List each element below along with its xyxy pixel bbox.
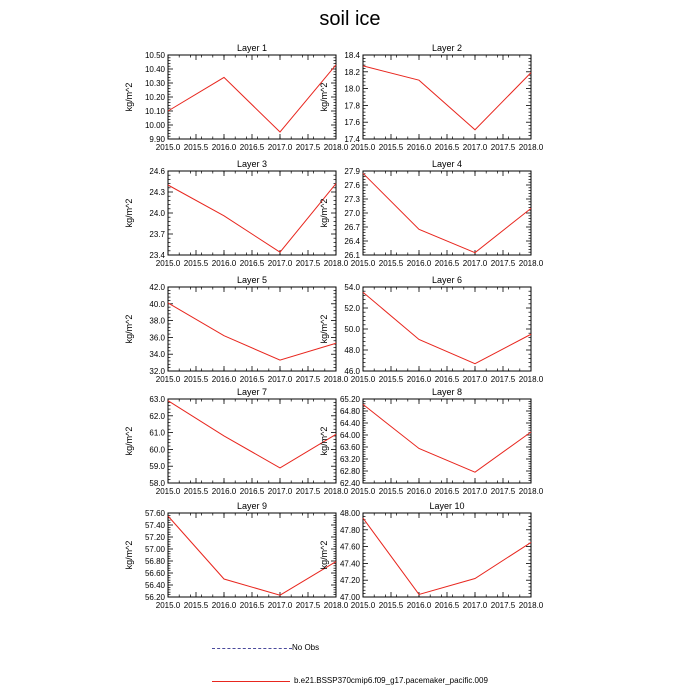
series-line [363, 66, 531, 130]
x-tick-label: 2015.5 [183, 259, 209, 268]
panel-2 [319, 43, 544, 152]
x-tick-label: 2016.5 [434, 143, 460, 152]
x-tick-label: 2018.0 [518, 601, 544, 610]
y-tick-label: 47.00 [339, 593, 360, 602]
y-tick-label: 10.50 [144, 51, 165, 60]
y-tick-label: 57.00 [144, 545, 165, 554]
x-tick-label: 2016.0 [211, 487, 237, 496]
x-tick-label: 2017.0 [267, 601, 293, 610]
panel-title: Layer 2 [431, 43, 463, 53]
panel-title: Layer 1 [236, 43, 268, 53]
series-line [363, 292, 531, 363]
plot-frame [168, 55, 336, 139]
panel-1 [124, 43, 349, 152]
y-tick-label: 63.60 [339, 443, 360, 452]
data-point [474, 252, 475, 253]
x-tick-label: 2015.0 [350, 259, 376, 268]
panel-5 [124, 275, 349, 384]
x-tick-label: 2015.5 [183, 601, 209, 610]
x-tick-label: 2017.5 [490, 601, 516, 610]
data-point [167, 184, 168, 185]
panel-9 [124, 501, 349, 610]
x-tick-label: 2015.0 [155, 259, 181, 268]
x-tick-label: 2017.5 [490, 259, 516, 268]
y-tick-label: 24.3 [149, 188, 165, 197]
panel-title: Layer 9 [236, 501, 268, 511]
legend-obs-swatch [212, 648, 292, 649]
y-tick-label: 38.0 [149, 316, 165, 326]
y-axis-label: kg/m^2 [124, 82, 134, 112]
legend-model-swatch [212, 681, 290, 682]
data-point [474, 363, 475, 364]
y-tick-label: 58.0 [149, 479, 165, 488]
y-tick-label: 27.3 [344, 195, 360, 204]
data-point [223, 435, 224, 436]
data-point [474, 129, 475, 130]
x-tick-label: 2017.0 [267, 259, 293, 268]
y-axis-label: kg/m^2 [124, 198, 134, 228]
y-tick-label: 10.40 [144, 65, 165, 74]
x-tick-label: 2017.5 [295, 375, 321, 384]
x-tick-label: 2017.5 [295, 143, 321, 152]
x-tick-label: 2017.0 [462, 259, 488, 268]
y-axis-label: kg/m^2 [124, 540, 134, 570]
y-tick-label: 18.4 [344, 51, 360, 60]
y-tick-label: 26.7 [344, 223, 360, 232]
plot-frame [363, 55, 531, 139]
y-tick-label: 62.0 [149, 411, 165, 421]
data-point [335, 64, 336, 65]
y-tick-label: 40.0 [149, 299, 165, 309]
figure-title: soil ice [319, 8, 381, 30]
x-tick-label: 2015.0 [350, 375, 376, 384]
y-tick-label: 27.9 [344, 167, 360, 176]
x-tick-label: 2018.0 [518, 487, 544, 496]
data-point [474, 472, 475, 473]
data-point [530, 208, 531, 209]
x-tick-label: 2015.5 [183, 375, 209, 384]
y-tick-label: 61.0 [149, 428, 165, 438]
data-point [223, 215, 224, 216]
y-tick-label: 10.10 [144, 107, 165, 116]
panel-6 [319, 275, 544, 384]
data-point [335, 561, 336, 562]
data-point [279, 131, 280, 132]
x-tick-label: 2016.5 [239, 143, 265, 152]
series-line [363, 518, 531, 594]
data-point [418, 339, 419, 340]
y-tick-label: 42.0 [149, 283, 165, 292]
data-point [335, 343, 336, 344]
x-tick-label: 2017.0 [267, 487, 293, 496]
y-axis-label: kg/m^2 [319, 198, 329, 228]
y-tick-label: 34.0 [149, 350, 165, 360]
x-tick-label: 2016.0 [211, 143, 237, 152]
y-tick-label: 54.0 [344, 283, 360, 292]
y-tick-label: 63.0 [149, 395, 165, 404]
x-tick-label: 2015.5 [183, 143, 209, 152]
y-tick-label: 60.0 [149, 445, 165, 455]
panel-title: Layer 3 [236, 159, 268, 169]
panel-3 [124, 159, 349, 268]
y-tick-label: 46.0 [344, 367, 360, 376]
data-point [530, 334, 531, 335]
y-tick-label: 24.0 [149, 209, 165, 218]
data-point [530, 431, 531, 432]
data-point [167, 400, 168, 401]
y-tick-label: 63.20 [339, 455, 360, 464]
plot-frame [363, 513, 531, 597]
x-tick-label: 2015.5 [378, 259, 404, 268]
legend-model [212, 675, 512, 689]
panel-title: Layer 4 [431, 159, 463, 169]
y-tick-label: 56.40 [144, 581, 165, 590]
panel-4 [319, 159, 544, 268]
data-point [223, 578, 224, 579]
y-tick-label: 17.4 [344, 135, 360, 144]
x-tick-label: 2016.5 [239, 259, 265, 268]
y-tick-label: 47.20 [339, 576, 360, 586]
x-tick-label: 2015.0 [350, 143, 376, 152]
series-line [168, 516, 336, 595]
plot-frame [363, 287, 531, 371]
x-tick-label: 2017.5 [295, 601, 321, 610]
y-tick-label: 64.40 [339, 419, 360, 428]
x-tick-label: 2015.5 [378, 487, 404, 496]
data-point [223, 335, 224, 336]
y-tick-label: 57.60 [144, 509, 165, 518]
x-tick-label: 2017.0 [462, 375, 488, 384]
data-point [335, 434, 336, 435]
panel-8 [319, 387, 544, 496]
y-axis-label: kg/m^2 [319, 426, 329, 456]
y-tick-label: 56.60 [144, 569, 165, 578]
data-point [223, 77, 224, 78]
x-tick-label: 2016.5 [434, 487, 460, 496]
y-tick-label: 62.80 [339, 467, 360, 476]
y-tick-label: 23.7 [149, 230, 165, 239]
legend-model-label: b.e21.BSSP370cmip6.f09_g17.pacemaker_pacific.009 [294, 676, 488, 685]
x-tick-label: 2016.5 [434, 259, 460, 268]
x-tick-label: 2015.0 [155, 601, 181, 610]
x-tick-label: 2016.5 [239, 601, 265, 610]
x-tick-label: 2015.0 [350, 601, 376, 610]
x-tick-label: 2015.0 [155, 375, 181, 384]
y-tick-label: 36.0 [149, 333, 165, 343]
panel-title: Layer 7 [236, 387, 268, 397]
y-tick-label: 47.60 [339, 542, 360, 552]
y-tick-label: 47.40 [339, 559, 360, 569]
x-tick-label: 2018.0 [323, 487, 349, 496]
x-tick-label: 2017.5 [295, 259, 321, 268]
data-point [362, 173, 363, 174]
x-tick-label: 2018.0 [518, 143, 544, 152]
y-tick-label: 59.0 [149, 462, 165, 472]
data-point [167, 515, 168, 516]
data-point [362, 404, 363, 405]
x-tick-label: 2018.0 [323, 259, 349, 268]
x-tick-label: 2015.5 [378, 143, 404, 152]
plot-frame [168, 287, 336, 371]
x-tick-label: 2017.0 [462, 601, 488, 610]
y-tick-label: 18.2 [344, 67, 360, 77]
x-tick-label: 2016.0 [406, 375, 432, 384]
x-tick-label: 2017.0 [462, 143, 488, 152]
plot-frame [168, 399, 336, 483]
y-tick-label: 56.20 [144, 593, 165, 602]
legend-obs-label: No Obs [292, 643, 320, 652]
plot-frame [363, 171, 531, 255]
x-tick-label: 2015.5 [378, 601, 404, 610]
data-point [335, 183, 336, 184]
y-tick-label: 47.80 [339, 525, 360, 535]
y-tick-label: 26.4 [344, 237, 360, 246]
x-tick-label: 2018.0 [518, 259, 544, 268]
y-tick-label: 50.0 [344, 325, 360, 334]
y-tick-label: 27.0 [344, 209, 360, 218]
y-tick-label: 62.40 [339, 479, 360, 488]
x-tick-label: 2016.5 [239, 487, 265, 496]
x-tick-label: 2016.0 [406, 487, 432, 496]
y-tick-label: 10.00 [144, 121, 165, 130]
x-tick-label: 2018.0 [323, 601, 349, 610]
panel-7 [124, 387, 349, 496]
x-tick-label: 2016.5 [434, 601, 460, 610]
data-point [418, 448, 419, 449]
data-point [279, 467, 280, 468]
panel-title: Layer 6 [431, 275, 463, 285]
panel-title: Layer 8 [431, 387, 463, 397]
y-tick-label: 48.00 [339, 509, 360, 518]
x-tick-label: 2016.0 [406, 259, 432, 268]
y-tick-label: 10.20 [144, 93, 165, 102]
data-point [530, 542, 531, 543]
y-tick-label: 57.40 [144, 521, 165, 530]
y-tick-label: 17.6 [344, 118, 360, 128]
x-tick-label: 2016.0 [406, 143, 432, 152]
y-axis-label: kg/m^2 [124, 314, 134, 344]
x-tick-label: 2016.0 [406, 601, 432, 610]
y-tick-label: 65.20 [339, 395, 360, 404]
y-tick-label: 52.0 [344, 304, 360, 313]
y-tick-label: 9.90 [149, 135, 165, 144]
y-tick-label: 64.80 [339, 407, 360, 416]
y-axis-label: kg/m^2 [319, 540, 329, 570]
plot-frame [363, 399, 531, 483]
data-point [279, 252, 280, 253]
y-axis-label: kg/m^2 [319, 314, 329, 344]
x-tick-label: 2018.0 [323, 375, 349, 384]
series-line [168, 65, 336, 132]
x-tick-label: 2018.0 [323, 143, 349, 152]
y-tick-label: 23.4 [149, 251, 165, 260]
y-tick-label: 27.6 [344, 181, 360, 190]
data-point [418, 229, 419, 230]
panel-title: Layer 5 [236, 275, 268, 285]
x-tick-label: 2015.0 [155, 143, 181, 152]
data-point [474, 578, 475, 579]
x-tick-label: 2017.5 [490, 143, 516, 152]
x-tick-label: 2015.5 [378, 375, 404, 384]
x-tick-label: 2017.0 [267, 143, 293, 152]
x-tick-label: 2017.5 [295, 487, 321, 496]
data-point [279, 359, 280, 360]
y-tick-label: 48.0 [344, 346, 360, 355]
plot-frame [168, 513, 336, 597]
x-tick-label: 2016.5 [239, 375, 265, 384]
data-point [418, 80, 419, 81]
data-point [167, 110, 168, 111]
y-tick-label: 17.8 [344, 101, 360, 111]
x-tick-label: 2016.0 [211, 259, 237, 268]
data-point [279, 595, 280, 596]
x-tick-label: 2015.0 [155, 487, 181, 496]
series-line [168, 401, 336, 468]
x-tick-label: 2015.0 [350, 487, 376, 496]
panel-10 [319, 501, 544, 610]
y-tick-label: 18.0 [344, 84, 360, 94]
x-tick-label: 2017.0 [267, 375, 293, 384]
x-tick-label: 2016.0 [211, 601, 237, 610]
x-tick-label: 2016.5 [434, 375, 460, 384]
panel-title: Layer 10 [429, 501, 465, 511]
data-point [530, 72, 531, 73]
y-tick-label: 64.00 [339, 431, 360, 440]
y-tick-label: 32.0 [149, 367, 165, 376]
legend-obs [212, 642, 412, 656]
data-point [167, 302, 168, 303]
x-tick-label: 2016.0 [211, 375, 237, 384]
y-tick-label: 26.1 [344, 251, 360, 260]
series-line [363, 173, 531, 252]
x-tick-label: 2018.0 [518, 375, 544, 384]
series-line [168, 303, 336, 360]
data-point [362, 292, 363, 293]
x-tick-label: 2017.5 [490, 375, 516, 384]
x-tick-label: 2015.5 [183, 487, 209, 496]
plot-frame [168, 171, 336, 255]
y-axis-label: kg/m^2 [124, 426, 134, 456]
data-point [418, 594, 419, 595]
data-point [362, 517, 363, 518]
series-line [363, 404, 531, 472]
y-axis-label: kg/m^2 [319, 82, 329, 112]
series-line [168, 184, 336, 253]
data-point [362, 65, 363, 66]
y-tick-label: 24.6 [149, 167, 165, 176]
x-tick-label: 2017.5 [490, 487, 516, 496]
y-tick-label: 56.80 [144, 557, 165, 566]
y-tick-label: 57.20 [144, 533, 165, 542]
y-tick-label: 10.30 [144, 79, 165, 88]
x-tick-label: 2017.0 [462, 487, 488, 496]
